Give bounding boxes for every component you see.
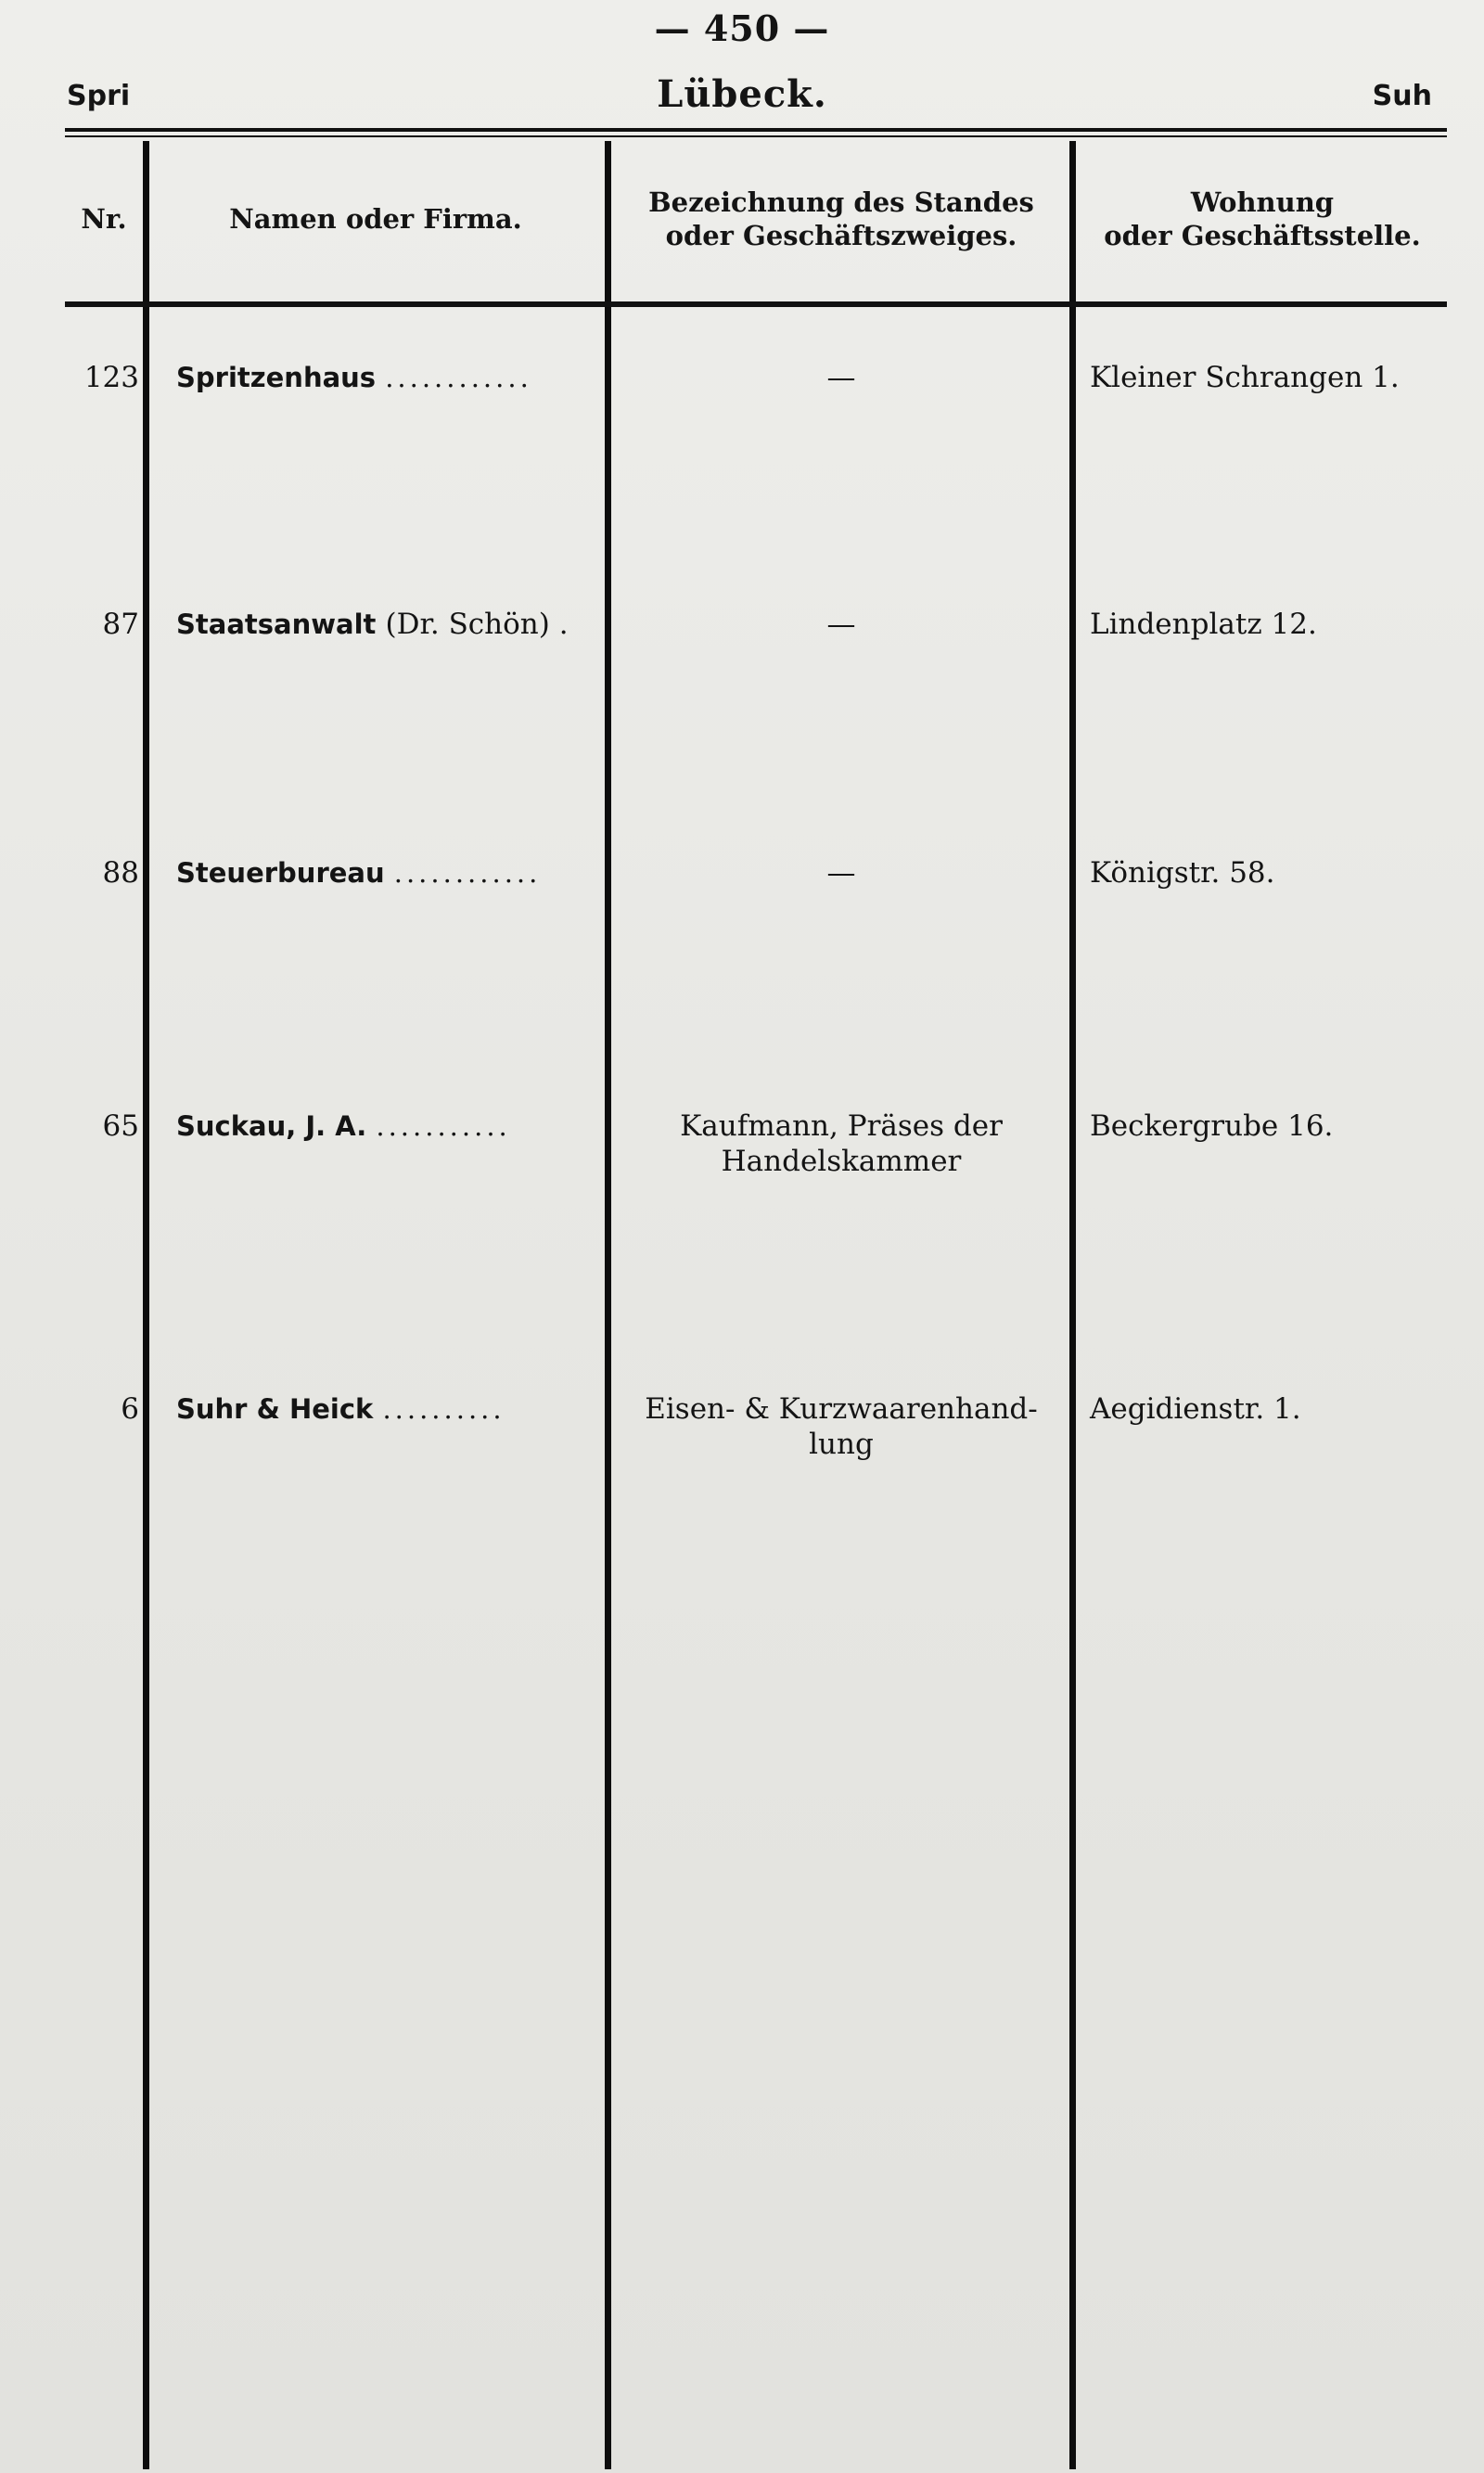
entry-trade: — xyxy=(826,856,856,890)
column-header-trade-line2: oder Geschäftszweiges. xyxy=(665,220,1017,251)
entry-address: Lindenplatz 12. xyxy=(1090,608,1317,641)
entry-number: 88 xyxy=(102,856,139,890)
entry-address: Königstr. 58. xyxy=(1090,856,1275,890)
column-header-trade xyxy=(614,186,1068,252)
entry-trade-line2: Handelskammer xyxy=(721,1145,962,1178)
entry-address: Beckergrube 16. xyxy=(1090,1109,1334,1143)
column-header-rule xyxy=(65,301,1447,307)
column-divider-3 xyxy=(1069,141,1076,2469)
entry-trade-line2: lung xyxy=(809,1428,874,1461)
column-header-nr: Nr. xyxy=(81,203,127,235)
entry-leader-dots: ........... xyxy=(376,1110,511,1142)
entry-leader-dots: .......... xyxy=(382,1393,505,1425)
column-header-address xyxy=(1078,186,1447,252)
entry-trade xyxy=(623,1391,1059,1462)
entry-name xyxy=(176,360,532,395)
entry-number: 87 xyxy=(102,608,139,641)
entry-trade: — xyxy=(826,608,856,641)
entry-address: Aegidienstr. 1. xyxy=(1090,1392,1301,1426)
entry-leader-dots: ............ xyxy=(393,857,542,889)
page-number: — 450 — xyxy=(654,7,830,49)
header-rule-thin xyxy=(65,135,1447,137)
entry-name xyxy=(176,1391,505,1427)
column-divider-1 xyxy=(143,141,149,2469)
running-head-city: Lübeck. xyxy=(657,72,827,116)
column-header-trade-line1: Bezeichnung des Standes xyxy=(648,186,1034,218)
header-rule xyxy=(65,128,1447,132)
column-header-name: Namen oder Firma. xyxy=(229,203,522,235)
entry-trade-line1: Eisen- & Kurzwaarenhand- xyxy=(645,1392,1038,1426)
entry-name xyxy=(176,855,541,891)
column-header-address-line1: Wohnung xyxy=(1190,186,1335,218)
entry-name-bold: Spritzenhaus xyxy=(176,362,377,393)
entry-name-bold: Staatsanwalt xyxy=(176,609,377,640)
entry-number: 65 xyxy=(102,1109,139,1143)
entry-trade xyxy=(623,1108,1059,1179)
running-head-left: Spri xyxy=(67,80,131,112)
column-divider-2 xyxy=(605,141,611,2469)
entry-number: 123 xyxy=(83,361,139,394)
entry-number: 6 xyxy=(121,1392,139,1426)
entry-trade: — xyxy=(826,361,856,394)
entry-address: Kleiner Schrangen 1. xyxy=(1090,361,1400,394)
entry-name xyxy=(176,1108,511,1144)
entry-name-bold: Steuerbureau xyxy=(176,857,385,889)
column-header-address-line2: oder Geschäftsstelle. xyxy=(1104,220,1421,251)
running-head-right: Suh xyxy=(1372,80,1432,112)
entry-name xyxy=(176,607,569,642)
entry-name-rest: (Dr. Schön) . xyxy=(385,608,569,641)
entry-trade-line1: Kaufmann, Präses der xyxy=(680,1109,1003,1143)
entry-leader-dots: ............ xyxy=(385,362,532,393)
entry-name-bold: Suckau, J. A. xyxy=(176,1110,367,1142)
entry-name-bold: Suhr & Heick xyxy=(176,1393,374,1425)
